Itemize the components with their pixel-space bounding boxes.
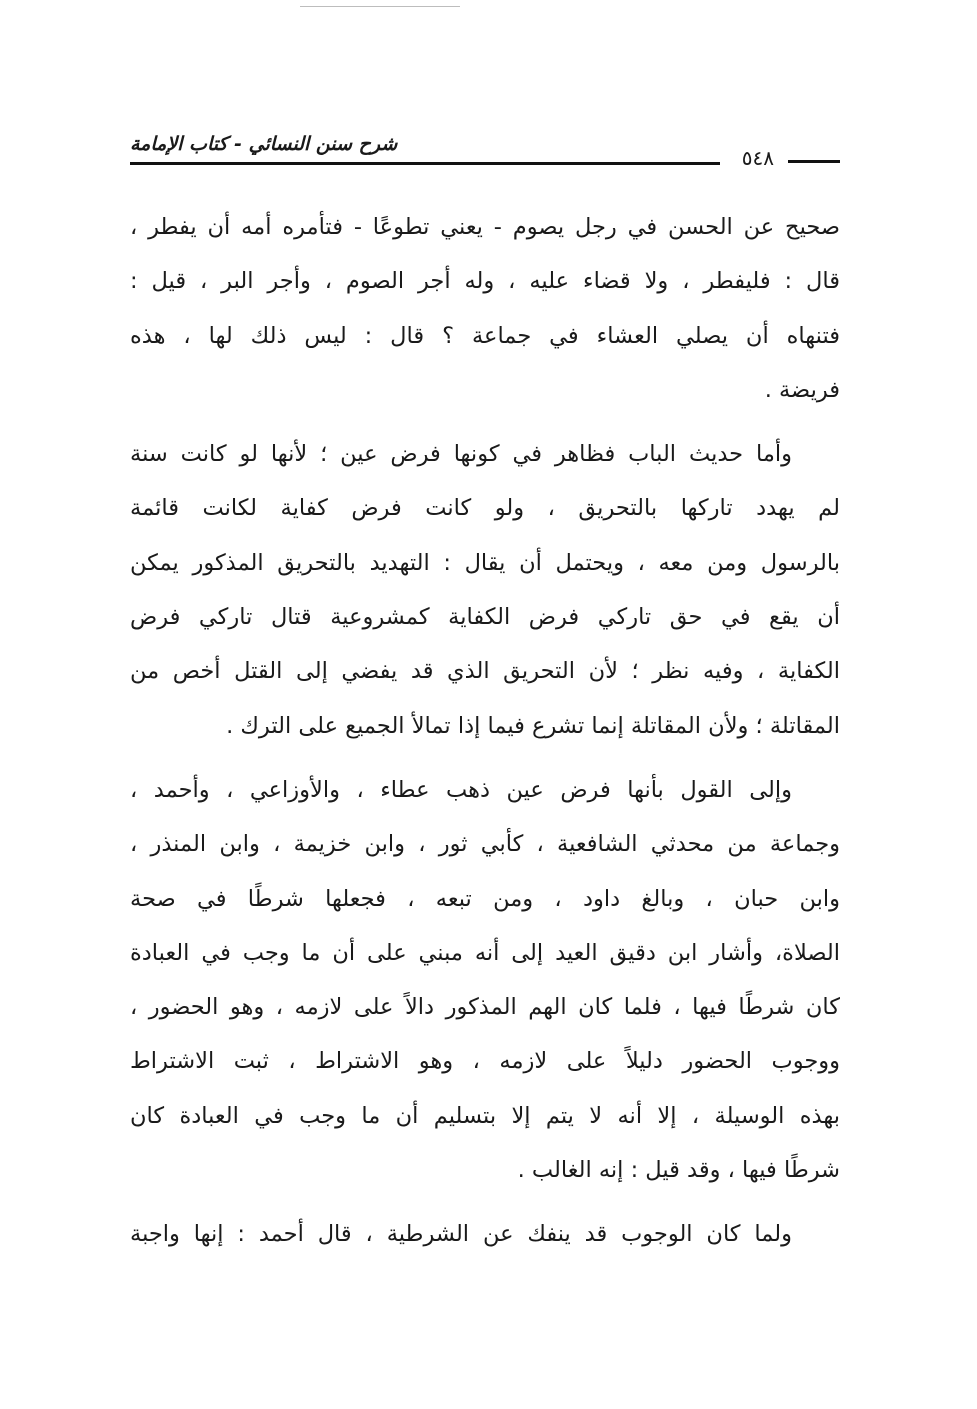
text-line: شرطًا فيها ، وقد قيل : إنه الغالب . (517, 1157, 840, 1184)
text-line: وإلى القول بأنها فرض عين ذهب عطاء ، والأوزاعي ، وأحمد ، (130, 776, 792, 803)
header-rule (130, 162, 720, 165)
text-line: فريضة . (764, 376, 840, 403)
text-line: صحيح عن الحسن في رجل يصوم - يعني تطوعًا - فتأمره أمه أن يفطر ، (130, 214, 840, 240)
text-line: أن يقع في حق تاركي فرض الكفاية كمشروعية قتال تاركي فرض (130, 604, 840, 631)
page-number: ٥٤٨ (741, 146, 774, 170)
text-line: ووجوب الحضور دليلاً على لازمه ، وهو الاشتراط ، ثبت الاشتراط (130, 1048, 840, 1075)
running-head: شرح سنن النسائي - كتاب الإمامة (130, 133, 398, 155)
text-line: ولما كان الوجوب قد ينفك عن الشرطية ، قال أحمد : إنها واجبة (130, 1221, 792, 1248)
page-number-rule (788, 160, 840, 163)
text-line: كان شرطًا فيها ، فلما كان الهم المذكور دالاً على لازمه ، وهو الحضور ، (130, 994, 840, 1021)
text-line: وأما حديث الباب فظاهر في كونها فرض عين ؛ لأنها لو كانت سنة (130, 441, 792, 468)
text-line: وابن حبان ، وبالغ داود ، ومن تبعه ، فجعلها شرطًا في صحة (130, 885, 840, 912)
body-text (130, 200, 840, 1262)
text-line: وجماعة من محدثي الشافعية ، كأبي ثور ، وابن خزيمة ، وابن المنذر ، (130, 831, 840, 858)
top-edge-line (300, 6, 460, 7)
text-line: الكفاية ، وفيه نظر ؛ لأن التحريق الذي قد يفضي إلى القتل أخص من (130, 658, 840, 685)
text-line: لم يهدد تاركها بالتحريق ، ولو كانت فرض كفاية لكانت قائمة (130, 495, 840, 522)
paragraph (130, 1207, 840, 1261)
page-header (130, 130, 840, 186)
text-line: قال : فليفطر ، ولا قضاء عليه ، وله أجر الصوم ، وأجر البر ، قيل : (130, 268, 840, 295)
text-line: فتنهاه أن يصلي العشاء في جماعة ؟ قال : ليس ذلك لها ، هذه (130, 322, 840, 349)
text-line: بهذه الوسيلة ، إلا أنه لا يتم إلا بتسليم أن ما وجب في العبادة كان (130, 1102, 840, 1129)
paragraph (130, 200, 840, 417)
text-line: الصلاة، وأشار ابن دقيق العيد إلى أنه مبني على أن ما وجب في العبادة (130, 939, 840, 966)
text-line: بالرسول ومن معه ، ويحتمل أن يقال : التهديد بالتحريق المذكور يمكن (130, 549, 840, 576)
paragraph (130, 763, 840, 1197)
text-line: المقاتلة ؛ ولأن المقاتلة إنما تشرع فيما إذا تمالأ الجميع على الترك . (226, 712, 840, 739)
paragraph (130, 427, 840, 753)
